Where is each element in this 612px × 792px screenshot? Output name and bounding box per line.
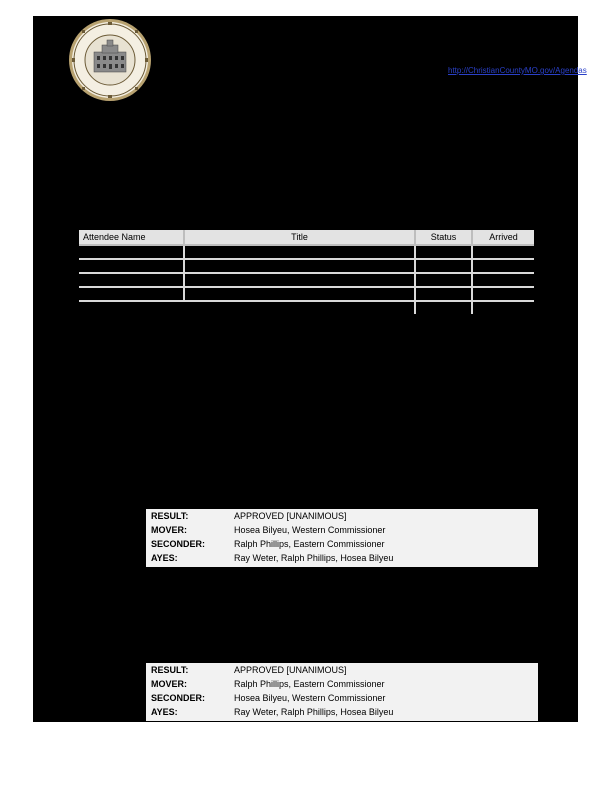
ayes-value: Ray Weter, Ralph Phillips, Hosea Bilyeu: [234, 707, 394, 717]
seconder-label: SECONDER:: [151, 539, 206, 549]
seconder-value: Ralph Phillips, Eastern Commissioner: [234, 539, 385, 549]
ayes-label: AYES:: [151, 707, 178, 717]
table-cell: [79, 287, 184, 301]
table-cell: [184, 245, 415, 259]
result-label: RESULT:: [151, 665, 189, 675]
table-cell: [472, 259, 534, 273]
website-link[interactable]: http://ChristianCountyMO.gov/Agendas: [448, 66, 587, 75]
vote-result-box: [146, 663, 538, 721]
table-cell: [184, 273, 415, 287]
column-header-title: Title: [184, 230, 415, 245]
table-cell: [472, 301, 534, 314]
table-cell: [415, 259, 472, 273]
mover-value: Hosea Bilyeu, Western Commissioner: [234, 525, 386, 535]
mover-label: MOVER:: [151, 679, 187, 689]
table-cell: [79, 245, 184, 259]
ayes-value: Ray Weter, Ralph Phillips, Hosea Bilyeu: [234, 553, 394, 563]
column-header-attendee-name: Attendee Name: [79, 230, 184, 245]
seconder-value: Hosea Bilyeu, Western Commissioner: [234, 693, 386, 703]
table-cell: [184, 301, 415, 314]
attendee-table: [79, 230, 534, 314]
table-row: [79, 301, 534, 314]
table-cell: [472, 245, 534, 259]
page-background: [33, 16, 578, 722]
table-cell: [472, 287, 534, 301]
county-seal-logo: [68, 18, 152, 102]
table-cell: [184, 259, 415, 273]
result-value: APPROVED [UNANIMOUS]: [234, 511, 347, 521]
column-header-arrived: Arrived: [472, 230, 534, 245]
result-value: APPROVED [UNANIMOUS]: [234, 665, 347, 675]
mover-value: Ralph Phillips, Eastern Commissioner: [234, 679, 385, 689]
table-row: [79, 259, 534, 273]
result-label: RESULT:: [151, 511, 189, 521]
vote-result-box: [146, 509, 538, 567]
attendee-table-header: [79, 230, 534, 245]
seconder-label: SECONDER:: [151, 693, 206, 703]
table-row: [79, 273, 534, 287]
table-cell: [415, 245, 472, 259]
table-cell: [79, 301, 184, 314]
table-cell: [415, 287, 472, 301]
column-header-status: Status: [415, 230, 472, 245]
table-cell: [79, 273, 184, 287]
table-cell: [79, 259, 184, 273]
table-row: [79, 287, 534, 301]
table-cell: [184, 287, 415, 301]
ayes-label: AYES:: [151, 553, 178, 563]
mover-label: MOVER:: [151, 525, 187, 535]
table-row: [79, 245, 534, 259]
table-cell: [472, 273, 534, 287]
table-cell: [415, 273, 472, 287]
table-cell: [415, 301, 472, 314]
